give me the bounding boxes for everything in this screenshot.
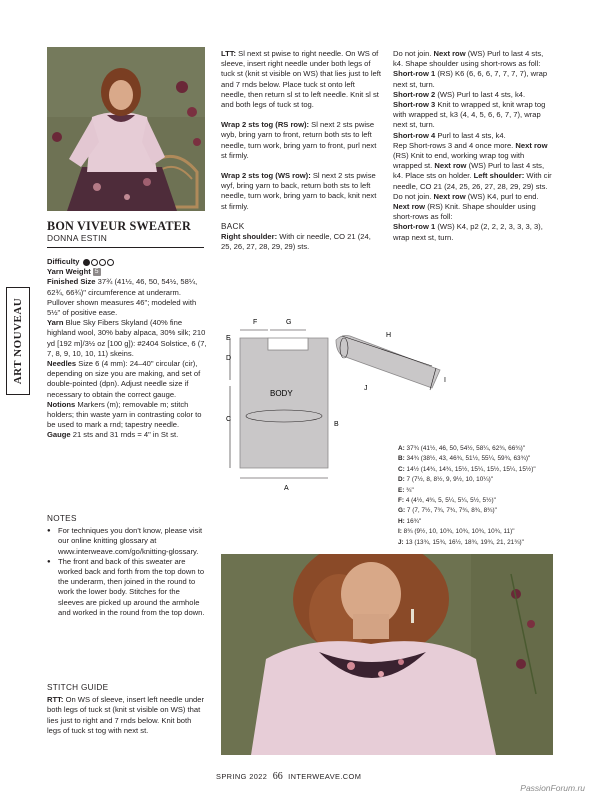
back-text: (WS) K4, purl to end.	[465, 191, 539, 201]
back-bold: Next row	[393, 202, 426, 212]
notes-heading: NOTES	[47, 514, 77, 523]
model-photo-bottom	[221, 554, 553, 755]
measurement-row	[398, 496, 536, 506]
label-F: F	[253, 319, 258, 326]
short-row-text: Purl to last 4 sts, k4.	[435, 130, 506, 140]
gauge-spec	[47, 430, 207, 440]
back-bold: Next row	[433, 49, 466, 58]
finished-size-text: 37¾ (41½, 46, 50, 54½, 58¼, 62¾, 66¾)" circumference at underarm. Pullover shown measures 46"; modeled with 5½" of positive ease.	[47, 277, 198, 318]
yarn-weight-row	[47, 267, 207, 277]
notes-list	[47, 526, 207, 618]
yarn-spec	[47, 318, 207, 359]
ltt-text: Sl next st pwise to right needle. On WS of sleeve, insert right needle under both legs of tuck st (knit st visible on WS) that lies just to left and 7 rnds below. Place tuck st onto left needle, then return sl st to left needle. Knit sl st and both legs of tuck st tog.	[221, 49, 381, 110]
measurement-key: A:	[398, 445, 405, 452]
wrap-ws-instruction	[221, 171, 381, 212]
short-row-2	[393, 90, 553, 100]
short-row-text: (RS) K6 (6, 6, 6, 7, 7, 7, 7), wrap next st, turn.	[393, 69, 548, 89]
label-J: J	[364, 385, 368, 392]
back-bold: Next row	[433, 191, 466, 201]
rtt-instruction	[47, 695, 207, 736]
measurement-key: C:	[398, 465, 405, 473]
measurements-list	[398, 444, 536, 548]
back-text: (WS) Purl to last 4 sts, k4. Shape shoulder using short-rows as foll:	[393, 49, 544, 69]
needles-text: Size 6 (4 mm): 24–40" circular (cir), depending on size you are making, and set of double-pointed (dpn). Adjust needle size if necessary to obtain the correct gauge.	[47, 359, 201, 399]
finished-size-label: Finished Size	[47, 277, 96, 287]
short-row-text: Knit to wrapped st, knit wrap tog with wrapped st, k3 (4, 4, 5, 6, 6, 7, 7), wrap next st, turn.	[393, 100, 546, 130]
yarn-weight-label: Yarn Weight	[47, 267, 91, 277]
middle-column	[221, 49, 381, 252]
difficulty-label: Difficulty	[47, 257, 80, 266]
wrap-rs-label: Wrap 2 sts tog (RS row):	[221, 120, 310, 130]
measurement-key: J:	[398, 538, 404, 546]
short-row-label: Short-row 3	[393, 100, 436, 110]
difficulty-dot	[99, 259, 106, 266]
short-row-label: Short-row 4	[393, 130, 436, 140]
measurement-value: ¾"	[404, 486, 414, 494]
right-column	[393, 49, 553, 243]
sleeve-shape	[336, 336, 440, 389]
repeat-and-left-shoulder	[393, 141, 553, 223]
section-tab	[6, 287, 30, 395]
measurement-key: E:	[398, 486, 405, 494]
stitch-guide-heading: STITCH GUIDE	[47, 683, 109, 692]
ltt-label: LTT:	[221, 49, 237, 58]
back-text: With cir needle, CO 21 (24, 25, 26, 27, 28, 29, 29) sts. Do not join.	[393, 171, 552, 201]
measurement-value: 37¾ (41½, 46, 50, 54½, 58¼, 62¾, 66¾)"	[404, 445, 525, 452]
measurement-row	[398, 465, 536, 475]
rtt-text: On WS of sleeve, insert left needle under both legs of tuck st (knit st visible on WS) that lies just to right and 7 rnds below. Knit both legs of tuck st tog with next st.	[47, 695, 205, 735]
yarn-label: Yarn	[47, 318, 64, 328]
notes-item: ● For techniques you don't know, please visit our online knitting glossary at www.interweave.com/go/knitting-glossary.	[47, 526, 207, 557]
measurement-value: 7 (7½, 8, 8½, 9, 9½, 10, 10¼)"	[404, 476, 493, 484]
label-H: H	[386, 332, 392, 339]
measurement-row	[398, 444, 536, 454]
measurement-key: H:	[398, 517, 405, 525]
short-row-3	[393, 100, 553, 131]
difficulty-rating	[82, 257, 114, 266]
model-photo-top	[47, 47, 205, 211]
body-label: BODY	[270, 389, 293, 398]
gauge-text: 21 sts and 31 rnds = 4" in St st.	[70, 430, 179, 440]
back-bold: Next row	[434, 161, 467, 171]
needles-spec	[47, 359, 207, 400]
label-G: G	[286, 319, 292, 326]
title-divider	[47, 247, 204, 248]
designer-name: DONNA ESTIN	[47, 233, 108, 243]
measurement-row	[398, 475, 536, 485]
notes-item: ● The front and back of this sweater are worked back and forth from the top down to the underarm, then joined in the round to work the lower body. Stitches for the sleeves are picked up around the armhole and worked in the round from the top down.	[47, 557, 207, 618]
back-text: (WS) Purl to last 4 sts, k4. Place sts on holder.	[393, 161, 545, 181]
back-text: (RS) Knit. Shape shoulder using short-rows as foll:	[393, 202, 536, 222]
measurement-row	[398, 517, 536, 527]
wrap-rs-text: Sl next 2 sts pwise wyb, bring yarn to front, return both sts to left needle, turn work, bring yarn to front, purl next st firmly.	[221, 120, 377, 160]
label-E: E	[226, 335, 231, 342]
back-text: Do not join.	[393, 49, 434, 58]
footer-issue: SPRING 2022	[216, 772, 268, 781]
label-C: C	[226, 416, 232, 423]
back-text: Rep Short-rows 3 and 4 once more.	[393, 140, 516, 150]
watermark: PassionForum.ru	[520, 783, 585, 793]
short-row-text: (WS) Purl to last 4 sts, k4.	[435, 89, 526, 99]
finished-size	[47, 277, 207, 318]
measurement-key: I:	[398, 528, 402, 536]
back-heading: BACK	[221, 221, 245, 231]
measurement-row	[398, 527, 536, 537]
measurement-value: 14½ (14¾, 14¾, 15½, 15¼, 15½, 15¼, 15½)"	[404, 465, 536, 473]
difficulty-dot-filled	[83, 259, 90, 266]
measurement-row	[398, 538, 536, 548]
right-shoulder-text: With cir needle, CO 21 (24, 25, 26, 27, 28, 29, 29) sts.	[221, 232, 371, 252]
body-shape	[240, 338, 328, 468]
difficulty-row	[47, 257, 207, 267]
measurement-row	[398, 506, 536, 516]
short-row-text: (WS) K4, p2 (2, 2, 2, 3, 3, 3, 3), wrap next st, turn.	[393, 222, 543, 242]
measurement-value: 8¾ (9½, 10, 10¾, 10¾, 10¾, 10¾, 11)"	[401, 528, 515, 536]
notions-text: Markers (m); removable m; stitch holders; thin waste yarn in contrasting color to be used to mark a rnd; tapestry needle.	[47, 399, 202, 430]
page-footer	[216, 771, 361, 782]
needles-label: Needles	[47, 359, 77, 369]
back-continued	[393, 49, 553, 69]
back-bold: Next row	[515, 140, 548, 150]
measurement-value: 34¾ (38½, 43, 46¾, 51½, 55¼, 59¾, 63¾)"	[404, 455, 531, 463]
measurement-value: 4 (4½, 4¾, 5, 5¼, 5¼, 5½, 5½)"	[404, 497, 496, 505]
yarn-text: Blue Sky Fibers Skyland (40% fine highland wool, 30% baby alpaca, 30% silk; 210 yd [192 m]/3½ oz [100 g]): #2404 Solstice, 6 (7, 7, 8, 9, 10, 10, 11) skeins.	[47, 318, 207, 358]
right-shoulder-label: Right shoulder:	[221, 232, 278, 242]
footer-site: INTERWEAVE.COM	[288, 772, 362, 781]
back-bold: Left shoulder:	[473, 171, 525, 181]
neck-opening	[268, 338, 308, 350]
wrap-rs-instruction	[221, 120, 381, 161]
short-row-1	[393, 69, 553, 89]
measurement-key: D:	[398, 476, 405, 484]
stitch-guide-block	[47, 683, 207, 736]
measurement-key: F:	[398, 497, 405, 505]
notes-block	[47, 514, 207, 618]
measurement-value: 16¾"	[404, 517, 422, 525]
short-row-label: Short-row 2	[393, 89, 436, 99]
wrap-ws-text: Sl next 2 sts pwise wyf, bring yarn to back, return both sts to left needle, turn work, bring yarn to back, knit next st firmly.	[221, 171, 377, 211]
specs-block	[47, 257, 207, 441]
measurement-value: 13 (13¾, 15¾, 16½, 18¾, 19¾, 21, 21¾)"	[403, 538, 524, 546]
back-text: (RS) Knit to end, working wrap tog with wrapped st.	[393, 151, 525, 171]
short-row-label: Short-row 1	[393, 69, 436, 79]
section-tab-label: ART NOUVEAU	[12, 297, 24, 385]
ltt-instruction	[221, 49, 381, 110]
rtt-label: RTT:	[47, 695, 64, 705]
measurement-row	[398, 454, 536, 464]
difficulty-dot	[91, 259, 98, 266]
measurement-row	[398, 486, 536, 496]
right-shoulder-instruction	[221, 232, 381, 252]
short-row-4	[393, 131, 553, 141]
label-A: A	[284, 485, 289, 492]
left-short-row-1	[393, 222, 553, 242]
notions-label: Notions	[47, 399, 76, 409]
measurement-value: 7 (7, 7½, 7¾, 7¾, 7¾, 8¾, 8¾)"	[405, 507, 497, 515]
yarn-weight-badge: 5	[94, 268, 99, 276]
measurement-key: B:	[398, 455, 405, 463]
page-number: 66	[272, 771, 283, 782]
wrap-ws-label: Wrap 2 sts tog (WS row):	[221, 171, 311, 181]
difficulty-dot	[107, 259, 114, 266]
label-I: I	[444, 377, 446, 384]
label-D: D	[226, 355, 232, 362]
short-row-label: Short-row 1	[393, 222, 436, 232]
gauge-label: Gauge	[47, 430, 71, 440]
notions-spec	[47, 400, 207, 431]
pattern-title: BON VIVEUR SWEATER	[47, 219, 192, 233]
measurement-key: G:	[398, 507, 406, 515]
label-B: B	[334, 421, 339, 428]
